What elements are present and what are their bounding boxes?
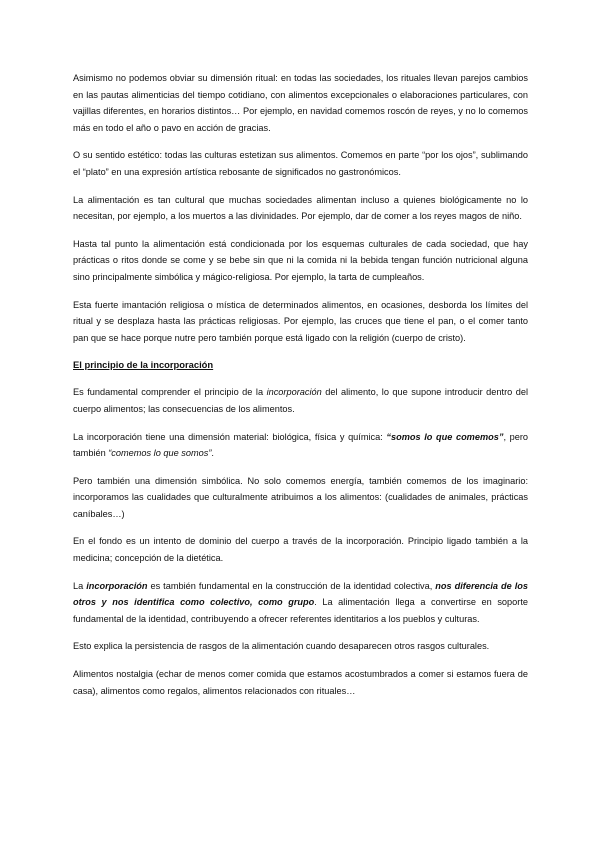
text-run: La [73,580,87,591]
italic-quote: “comemos lo que somos” [108,448,212,459]
paragraph-ritual: Asimismo no podemos obviar su dimensión ritual: en todas las sociedades, los rituales llevan parejos cambios en las pautas alimenticias del tiempo cotidiano, con alimentos excepcionales o elaboraciones particulares, con vajillas diferentes, en horarios distintos… Por ejemplo, en navidad comemos roscón de reyes, y no lo comemos más en todo el año o pavo en acción de gracias. [73,73,528,133]
paragraph-religiosa: Esta fuerte imantación religiosa o mística de determinados alimentos, en ocasiones, desborda los límites del ritual y se desplaza hasta las prácticas religiosas. Por ejemplo, las cruces que tiene el pan, o el comer tanto pan que se hace porque nutre pero también porque está ligado con la religión (cuerpo de cristo). [73,299,528,343]
paragraph-identidad [73,578,528,628]
bold-italic-phrase: nos diferencia de los otros y nos identifica como colectivo, como grupo [73,580,528,608]
text-run: . La alimentación llega a convertirse en soporte fundamental de la identidad, contribuyendo a ofrecer referentes identitarios a los pueblos y culturas. [73,597,528,624]
paragraph-dominio: En el fondo es un intento de dominio del cuerpo a través de la incorporación. Principio ligado también a la medicina; concepción de la dietética. [73,536,528,564]
text-run: es también fundamental en la construcción de la identidad colectiva, [147,580,436,591]
paragraph-material [73,429,528,462]
paragraph-simbolica: Hasta tal punto la alimentación está condicionada por los esquemas culturales de cada sociedad, que hay prácticas o ritos donde se come y se bebe sin que ni la comida ni la bebida tengan función nutricional alguna sino principalmente simbólica y mágico-religiosa. Por ejemplo, la tarta de cumpleaños. [73,238,528,282]
text-run: . [211,448,214,459]
text-run: del alimento, lo que supone introducir dentro del cuerpo alimentos; las consecuencias de los alimentos. [73,387,528,414]
text-run: Es fundamental comprender el principio de la [73,387,267,398]
paragraph-nostalgia: Alimentos nostalgia (echar de menos comer comida que estamos acostumbrados a comer si estamos fuera de casa), alimentos como regalos, alimentos relacionados con rituales… [73,669,528,696]
text-run: La incorporación tiene una dimensión material: biológica, física y química: [73,431,387,442]
paragraph-dimension-simbolica: Pero también una dimensión simbólica. No solo comemos energía, también comemos de los imaginario: incorporamos las cualidades que culturalmente atribuimos a los alimentos: (cualidades de animales, prácticas caníbales…) [73,475,528,519]
paragraph-persistencia: Esto explica la persistencia de rasgos de la alimentación cuando desaparecen otros rasgos culturales. [73,641,490,652]
paragraph-estetico: O su sentido estético: todas las culturas estetizan sus alimentos. Comemos en parte “por los ojos”, sublimando el “plato” en una expresión artística rebosante de significados no gastronómicos. [73,150,528,177]
bold-italic-quote: “somos lo que comemos” [386,431,504,442]
paragraph-cultural: La alimentación es tan cultural que muchas sociedades alimentan incluso a quienes biológicamente no lo necesitan, por ejemplo, a los muertos a las divinidades. Por ejemplo, dar de comer a los reyes magos de niño. [73,194,528,222]
italic-term: incorporación [266,387,322,398]
text-run: , pero también [73,431,529,459]
bold-italic-term: incorporación [86,580,148,591]
document-body [73,70,528,710]
section-heading: El principio de la incorporación [73,359,214,371]
paragraph-incorporacion [73,384,528,417]
